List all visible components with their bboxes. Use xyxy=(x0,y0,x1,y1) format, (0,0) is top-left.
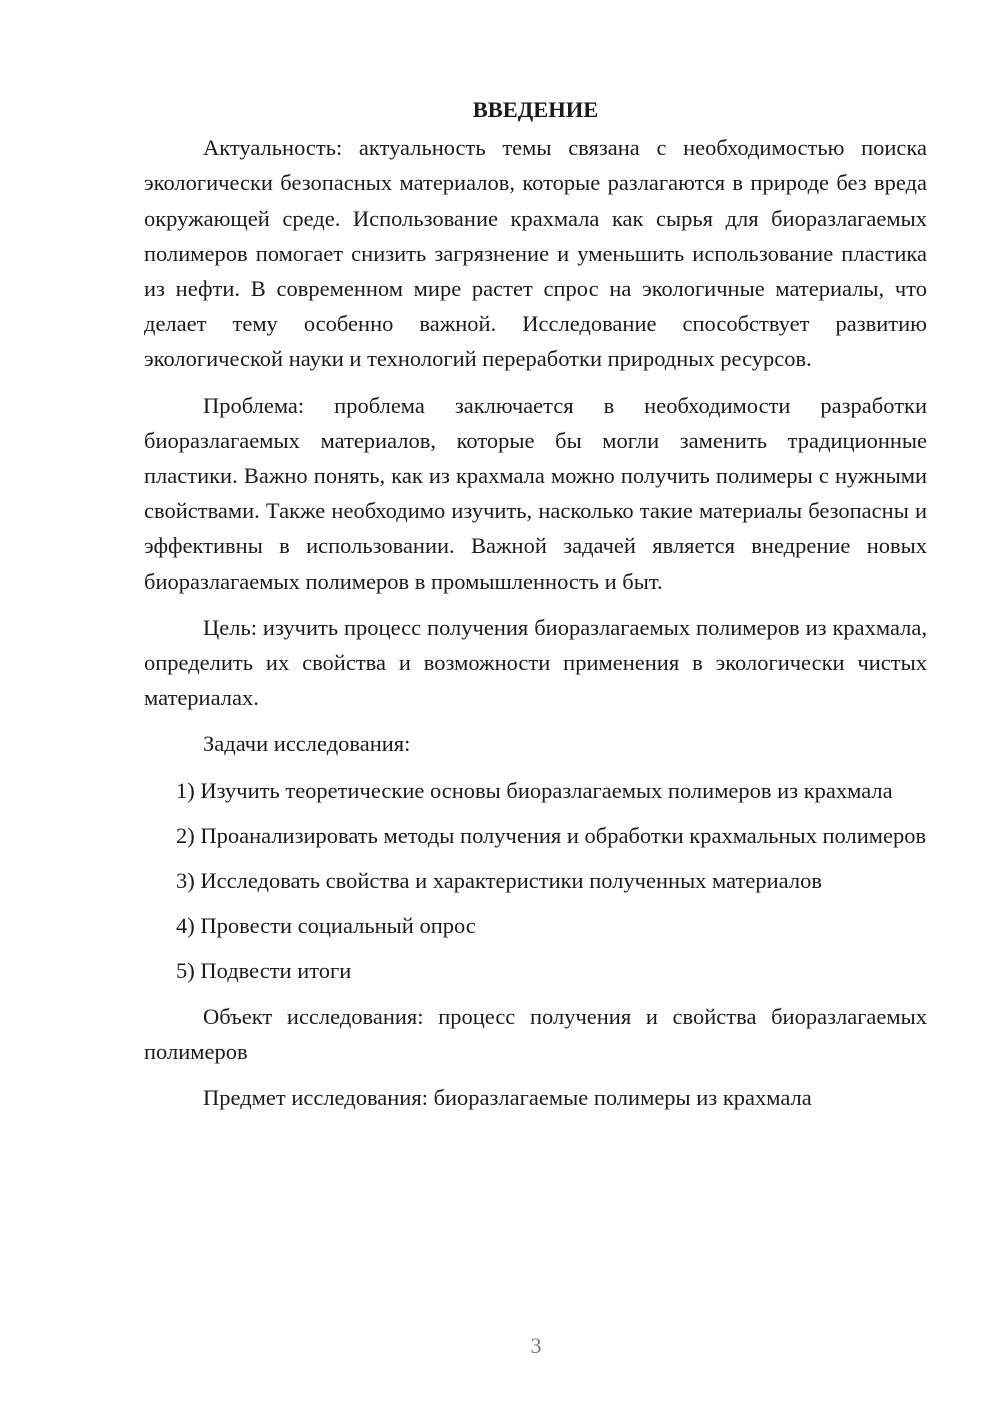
section-title: ВВЕДЕНИЕ xyxy=(472,97,599,122)
page-number: 3 xyxy=(530,1333,542,1358)
task-item: 5) Подвести итоги xyxy=(176,958,352,984)
tasks-list xyxy=(144,773,927,989)
object-paragraph: Объект исследования: процесс получения и свойства биоразлагаемых полимеров xyxy=(144,1003,927,1064)
task-item: 3) Исследовать свойства и характеристики полученных материалов xyxy=(176,868,822,894)
task-item: 2) Проанализировать методы получения и обработки крахмальных полимеров xyxy=(176,822,927,848)
goal-paragraph: Цель: изучить процесс получения биоразлагаемых полимеров из крахмала, определить их свойства и возможности применения в экологически чистых материалах. xyxy=(144,614,927,711)
subject-paragraph: Предмет исследования: биоразлагаемые полимеры из крахмала xyxy=(203,1085,812,1111)
document-page xyxy=(144,92,927,1126)
tasks-heading: Задачи исследования: xyxy=(203,731,411,757)
relevance-paragraph: Актуальность: актуальность темы связана с необходимостью поиска экологически безопасных материалов, которые разлагаются в природе без вреда окружающей среде. Использование крахмала как сырья для биоразлагаемых полимеров помогает снизить загрязнение и уменьшить использование пластика из нефти. В современном мире растет спрос на экологичные материалы, что делает тему особенно важной. Исследование способствует развитию экологической науки и технологий переработки природных ресурсов. xyxy=(144,135,927,372)
task-item: 1) Изучить теоретические основы биоразлагаемых полимеров из крахмала xyxy=(176,777,893,803)
problem-paragraph: Проблема: проблема заключается в необходимости разработки биоразлагаемых материалов, которые бы могли заменить традиционные пластики. Важно понять, как из крахмала можно получить полимеры с нужными свойствами. Также необходимо изучить, насколько такие материалы безопасны и эффективны в использовании. Важной задачей является внедрение новых биоразлагаемых полимеров в промышленность и быт. xyxy=(144,392,927,594)
task-item: 4) Провести социальный опрос xyxy=(176,913,476,939)
